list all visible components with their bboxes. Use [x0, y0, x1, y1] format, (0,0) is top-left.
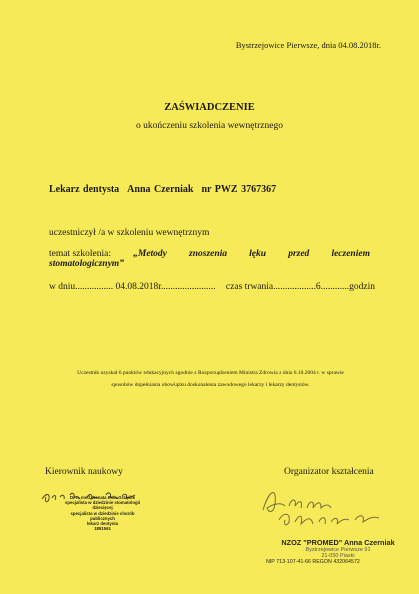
training-topic — [49, 249, 370, 269]
scientific-director-label: Kierownik naukowy — [45, 467, 123, 477]
handwritten-signature-right — [255, 480, 395, 540]
place-and-date: Bystrzejowice Pierwsze, dnia 04.08.2018r. — [235, 40, 381, 50]
participant-name: Anna Czerniak — [127, 184, 194, 195]
stamp-left-line: 1891561 — [94, 526, 111, 532]
stamp-right-line: NIP 713-107-41-66 REGON 432064572 — [266, 559, 360, 565]
stamp-left-line: specjalista w dziedzinie stomatologii dziecięcej — [65, 500, 140, 511]
topic-word: znoszenia — [189, 249, 228, 259]
stamp-right-line: NZOZ "PROMED" Anna Czerniak — [281, 538, 395, 547]
stamp-left-line: specjalista w dziedzinie chorób publicznych — [70, 510, 135, 521]
stamp-right-line: Bystrzejowice Pierwsze 91 — [305, 547, 371, 553]
training-date: w dniu................ 04.08.2018r....................... — [49, 282, 216, 292]
topic-word: przed — [288, 249, 310, 259]
training-duration: czas trwania..................6............godzin — [225, 282, 375, 292]
stamp-left-line: Dr n. med. Renata Pola-Grząślik — [70, 495, 135, 500]
stamp-right-line: 21-050 Piaski — [321, 553, 355, 559]
participant-title: Lekarz dentysta — [49, 184, 120, 195]
organizer-signature — [255, 480, 395, 540]
education-points-note — [38, 367, 383, 391]
certificate-subtitle: o ukończeniu szkolenia wewnętrznego — [136, 121, 283, 131]
organizer-label: Organizator kształcenia — [284, 467, 374, 477]
topic-word: „Metody — [133, 249, 167, 259]
participation-statement: uczestniczył /a w szkoleniu wewnętrznym — [49, 228, 210, 238]
participant-line — [49, 184, 276, 195]
topic-line-2: stomatologicznym” — [49, 259, 124, 269]
topic-word: leczeniem — [331, 249, 370, 259]
topic-label: temat szkolenia: — [49, 249, 111, 259]
topic-word: lęku — [249, 249, 267, 259]
participant-pwz: nr PWZ 3767367 — [201, 184, 277, 195]
training-date-duration — [49, 282, 375, 292]
stamp-left-line: lekarz dentysta — [86, 521, 119, 527]
scientific-director-signature — [40, 485, 150, 555]
organizer-stamp — [268, 538, 408, 565]
scientific-director-stamp — [60, 495, 145, 531]
certificate-title: ZAŚWIADCZENIE — [164, 102, 255, 113]
note-line-2: sposobów dopełniania obowiązku doskonalenia zawodowego lekarzy i lekarzy dentystów. — [111, 382, 310, 388]
note-line-1: Uczestnik uzyskał 6 punktów edukacyjnych zgodnie z Rozporządzeniem Ministra Zdrowia z dnia 6.10.2004 r. w sprawie — [77, 370, 344, 376]
